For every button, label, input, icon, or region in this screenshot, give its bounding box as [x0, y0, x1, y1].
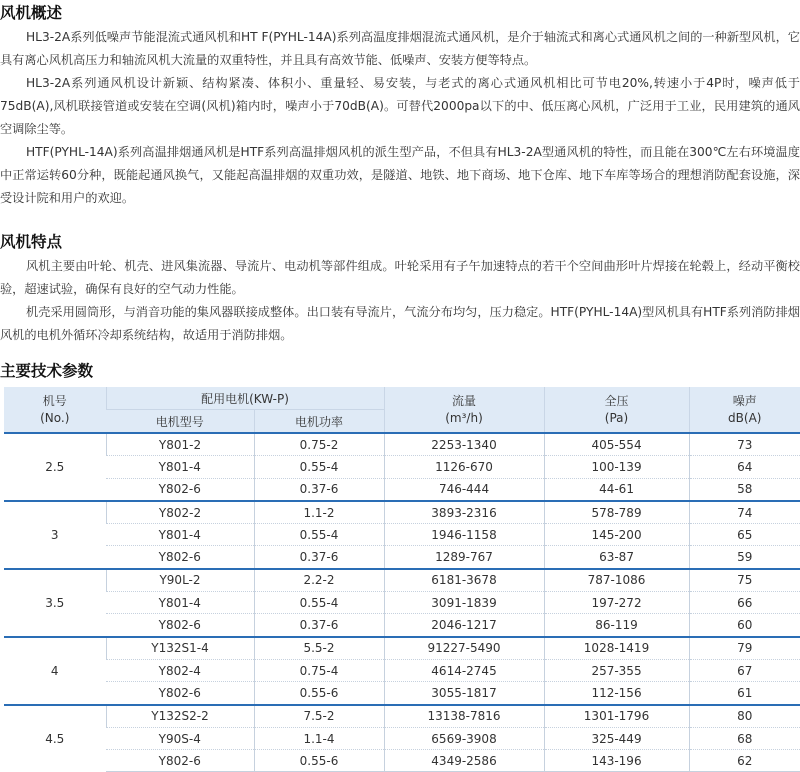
table-row — [4, 433, 800, 456]
cell-flow: 6181-3678 — [384, 569, 544, 592]
cell-power: 0.55-6 — [254, 750, 384, 772]
cell-noise: 66 — [689, 592, 800, 614]
table-row — [4, 478, 800, 501]
cell-pressure: 325-449 — [544, 727, 689, 749]
cell-power: 0.75-2 — [254, 433, 384, 456]
cell-model-no: 3.5 — [4, 569, 106, 637]
cell-power: 0.37-6 — [254, 546, 384, 569]
cell-motor: Y802-6 — [106, 478, 254, 501]
cell-noise: 68 — [689, 727, 800, 749]
header-noise-line2: dB(A) — [728, 410, 762, 425]
cell-pressure: 63-87 — [544, 546, 689, 569]
cell-pressure: 787-1086 — [544, 569, 689, 592]
cell-power: 0.75-4 — [254, 659, 384, 681]
cell-model-no: 4 — [4, 637, 106, 705]
header-model-no — [4, 387, 106, 433]
cell-motor: Y801-4 — [106, 456, 254, 478]
table-row — [4, 614, 800, 637]
cell-pressure: 86-119 — [544, 614, 689, 637]
cell-noise: 64 — [689, 456, 800, 478]
cell-flow: 3893-2316 — [384, 501, 544, 524]
cell-power: 0.55-6 — [254, 682, 384, 705]
cell-flow: 746-444 — [384, 478, 544, 501]
header-model-no-line2: (No.) — [40, 410, 70, 425]
cell-flow: 2253-1340 — [384, 433, 544, 456]
overview-section — [0, 3, 800, 210]
cell-flow: 91227-5490 — [384, 637, 544, 660]
cell-power: 0.55-4 — [254, 524, 384, 546]
header-pressure — [544, 387, 689, 433]
header-flow-line2: (m³/h) — [445, 410, 483, 425]
cell-noise: 60 — [689, 614, 800, 637]
cell-pressure: 100-139 — [544, 456, 689, 478]
cell-motor: Y802-6 — [106, 682, 254, 705]
cell-pressure: 112-156 — [544, 682, 689, 705]
cell-pressure: 44-61 — [544, 478, 689, 501]
specs-table-body — [4, 433, 800, 772]
table-row — [4, 592, 800, 614]
header-motor-type: 电机型号 — [106, 410, 254, 434]
cell-power: 0.55-4 — [254, 456, 384, 478]
cell-motor: Y802-6 — [106, 614, 254, 637]
header-pressure-line1: 全压 — [604, 393, 629, 408]
header-flow-line1: 流量 — [452, 393, 477, 408]
cell-motor: Y90S-4 — [106, 727, 254, 749]
cell-pressure: 1028-1419 — [544, 637, 689, 660]
header-noise — [689, 387, 800, 433]
specs-section — [0, 361, 800, 381]
cell-flow: 3091-1839 — [384, 592, 544, 614]
table-row — [4, 456, 800, 478]
cell-pressure: 257-355 — [544, 659, 689, 681]
cell-power: 5.5-2 — [254, 637, 384, 660]
cell-noise: 58 — [689, 478, 800, 501]
cell-motor: Y801-4 — [106, 592, 254, 614]
overview-paragraph-2: HL3-2A系列通风机设计新颖、结构紧凑、体积小、重量轻、易安装，与老式的离心式通风机相比可节电20%,转速小于4P时，噪声低于75dB(A),风机联接管道或安装在空调(风机)箱内时，噪声小于70dB(A)。可替代2000pa以下的中、低压离心风机，广泛用于工业，民用建筑的通风空调除尘等。 — [0, 76, 800, 136]
cell-model-no: 2.5 — [4, 433, 106, 501]
table-row — [4, 682, 800, 705]
features-paragraph-2: 机壳采用圆筒形，与消音功能的集风器联接成整体。出口装有导流片，气流分布均匀，压力稳定。HTF(PYHL-14A)型风机具有HTF系列消防排烟风机的电机外循环冷却系统结构，故适用于消防排烟。 — [0, 305, 800, 342]
table-row — [4, 524, 800, 546]
cell-power: 0.55-4 — [254, 592, 384, 614]
cell-noise: 65 — [689, 524, 800, 546]
cell-model-no: 4.5 — [4, 705, 106, 772]
header-motor-power: 电机功率 — [254, 410, 384, 434]
cell-pressure: 145-200 — [544, 524, 689, 546]
cell-motor: Y801-4 — [106, 524, 254, 546]
features-heading: 风机特点 — [0, 233, 63, 251]
header-model-no-line1: 机号 — [42, 393, 67, 408]
header-pressure-line2: (Pa) — [604, 410, 629, 425]
table-row — [4, 705, 800, 728]
cell-flow: 3055-1817 — [384, 682, 544, 705]
overview-paragraph-3: HTF(PYHL-14A)系列高温排烟通风机是HTF系列高温排烟风机的派生型产品，不但具有HL3-2A型通风机的特性，而且能在300℃左右环境温度中正常运转60分种，既能起通风换气，又能起高温排烟的双重功效，是隧道、地铁、地下商场、地下仓库、地下车库等场合的理想消防配套设施，深受设计院和用户的欢迎。 — [0, 145, 800, 205]
cell-motor: Y802-4 — [106, 659, 254, 681]
overview-heading: 风机概述 — [0, 4, 63, 22]
cell-noise: 62 — [689, 750, 800, 772]
header-flow — [384, 387, 544, 433]
cell-noise: 74 — [689, 501, 800, 524]
cell-noise: 75 — [689, 569, 800, 592]
specs-table — [4, 387, 800, 772]
cell-noise: 67 — [689, 659, 800, 681]
table-row — [4, 501, 800, 524]
cell-flow: 6569-3908 — [384, 727, 544, 749]
cell-flow: 4614-2745 — [384, 659, 544, 681]
cell-motor: Y132S2-2 — [106, 705, 254, 728]
table-row — [4, 546, 800, 569]
cell-motor: Y802-6 — [106, 546, 254, 569]
cell-pressure: 1301-1796 — [544, 705, 689, 728]
features-section — [0, 232, 800, 347]
cell-noise: 80 — [689, 705, 800, 728]
cell-flow: 4349-2586 — [384, 750, 544, 772]
cell-pressure: 143-196 — [544, 750, 689, 772]
cell-motor: Y132S1-4 — [106, 637, 254, 660]
cell-pressure: 578-789 — [544, 501, 689, 524]
table-row — [4, 569, 800, 592]
cell-noise: 73 — [689, 433, 800, 456]
table-row — [4, 659, 800, 681]
cell-pressure: 197-272 — [544, 592, 689, 614]
header-noise-line1: 噪声 — [732, 393, 757, 408]
table-row — [4, 637, 800, 660]
cell-flow: 2046-1217 — [384, 614, 544, 637]
specs-heading: 主要技术参数 — [0, 362, 94, 380]
cell-flow: 13138-7816 — [384, 705, 544, 728]
overview-paragraph-1: HL3-2A系列低噪声节能混流式通风机和HT F(PYHL-14A)系列高温度排烟混流式通风机，是介于轴流式和离心式通风机之间的一种新型风机，它具有离心风机高压力和轴流风机大流量的双重特性，并且具有高效节能、低噪声、安装方便等特点。 — [0, 30, 800, 67]
cell-pressure: 405-554 — [544, 433, 689, 456]
cell-motor: Y801-2 — [106, 433, 254, 456]
table-row — [4, 750, 800, 772]
cell-power: 0.37-6 — [254, 478, 384, 501]
cell-motor: Y802-2 — [106, 501, 254, 524]
cell-power: 2.2-2 — [254, 569, 384, 592]
header-motor-group: 配用电机(KW-P) — [106, 387, 384, 410]
features-paragraph-1: 风机主要由叶轮、机壳、进风集流器、导流片、电动机等部件组成。叶轮采用有子午加速特点的若干个空间曲形叶片焊接在轮毂上，经动平衡校验，超速试验，确保有良好的空气动力性能。 — [0, 259, 800, 296]
cell-noise: 59 — [689, 546, 800, 569]
table-row — [4, 727, 800, 749]
cell-flow: 1289-767 — [384, 546, 544, 569]
cell-motor: Y90L-2 — [106, 569, 254, 592]
cell-model-no: 3 — [4, 501, 106, 569]
cell-power: 1.1-4 — [254, 727, 384, 749]
cell-noise: 61 — [689, 682, 800, 705]
cell-flow: 1946-1158 — [384, 524, 544, 546]
cell-power: 7.5-2 — [254, 705, 384, 728]
cell-power: 1.1-2 — [254, 501, 384, 524]
specs-table-header — [4, 387, 800, 433]
cell-flow: 1126-670 — [384, 456, 544, 478]
cell-motor: Y802-6 — [106, 750, 254, 772]
cell-noise: 79 — [689, 637, 800, 660]
cell-power: 0.37-6 — [254, 614, 384, 637]
